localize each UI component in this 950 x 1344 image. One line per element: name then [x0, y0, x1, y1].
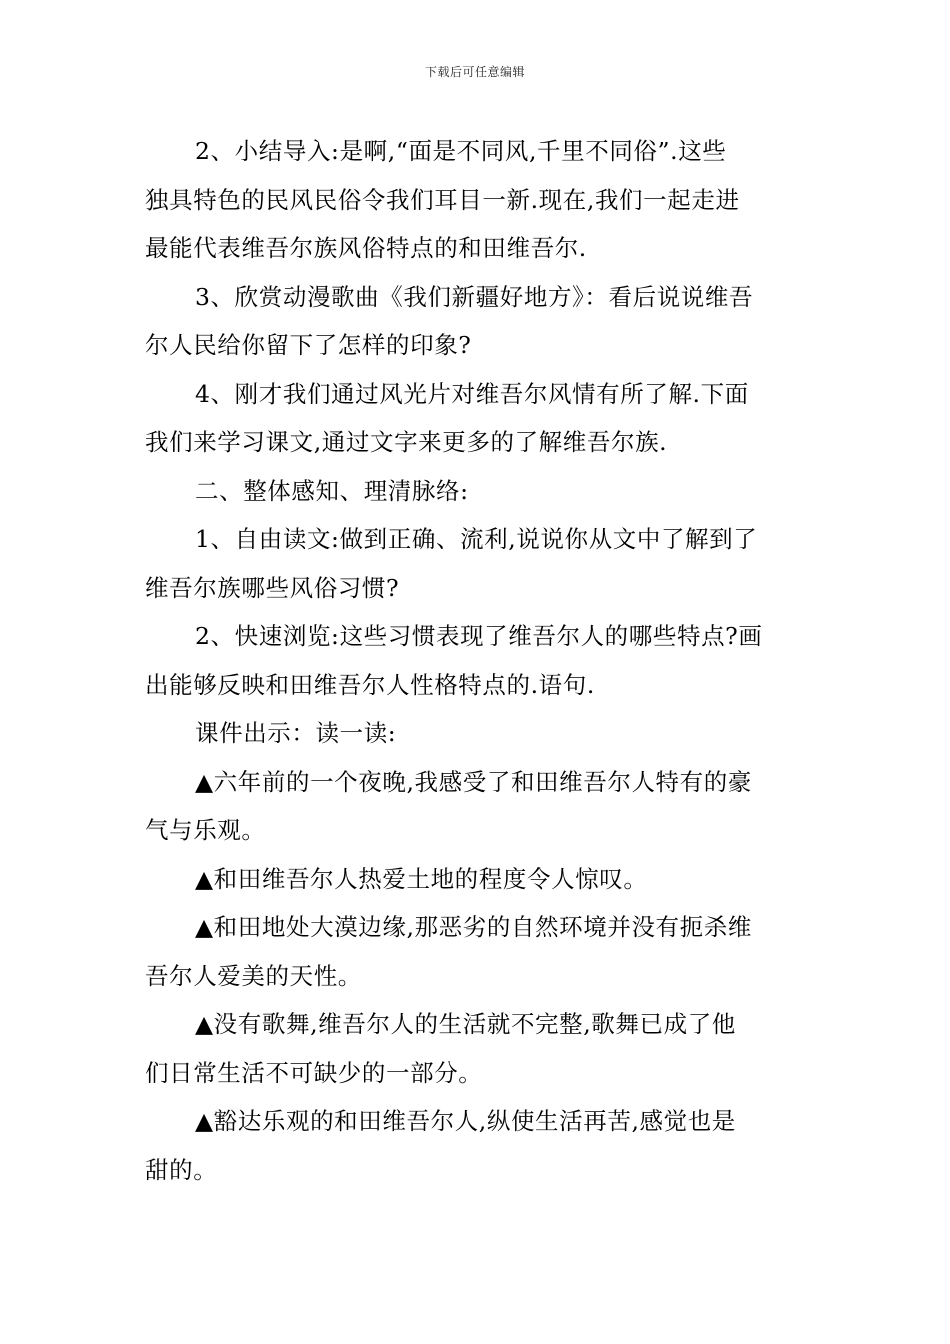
- text-line: 二、整体感知、理清脉络:: [195, 476, 469, 505]
- text-line: 气与乐观。: [145, 816, 266, 844]
- text-line: 维吾尔族哪些风俗习惯?: [145, 573, 400, 602]
- paragraph: [145, 709, 810, 758]
- text-line: 独具特色的民风民俗令我们耳目一新.现在,我们一起走进: [145, 185, 740, 214]
- text-line: 3、欣赏动漫歌曲《我们新疆好地方》：看后说说维吾: [195, 282, 754, 311]
- text-line: 1、自由读文:做到正确、流利,说说你从文中了解到了: [195, 525, 758, 553]
- text-line: 甜的。: [145, 1155, 218, 1184]
- text-line: 2、快速浏览:这些习惯表现了维吾尔人的哪些特点?画: [195, 622, 763, 650]
- bullet-item: [145, 855, 810, 904]
- text-line: 尔人民给你留下了怎样的印象?: [145, 331, 472, 359]
- paragraph: [145, 370, 810, 467]
- text-line: ▲没有歌舞,维吾尔人的生活就不完整,歌舞已成了他: [195, 1010, 736, 1038]
- bullet-item: [145, 903, 810, 1000]
- paragraph: [145, 273, 810, 370]
- text-line: 吾尔人爱美的天性。: [145, 961, 362, 990]
- text-line: ▲和田维吾尔人热爱土地的程度令人惊叹。: [195, 864, 648, 893]
- text-line: 我们来学习课文,通过文字来更多的了解维吾尔族.: [145, 428, 668, 456]
- text-line: ▲豁达乐观的和田维吾尔人,纵使生活再苦,感觉也是: [195, 1107, 736, 1135]
- text-line: ▲和田地处大漠边缘,那恶劣的自然环境并没有扼杀维: [195, 913, 752, 941]
- text-line: ▲六年前的一个夜晚,我感受了和田维吾尔人特有的豪: [195, 767, 752, 796]
- paragraph: [145, 127, 810, 273]
- text-line: 最能代表维吾尔族风俗特点的和田维吾尔.: [145, 234, 587, 262]
- text-line: 课件出示：读一读:: [195, 719, 397, 747]
- text-line: 们日常生活不可缺少的一部分。: [145, 1058, 483, 1087]
- paragraph: [145, 612, 810, 709]
- text-line: 4、刚才我们通过风光片对维吾尔风情有所了解.下面: [195, 379, 749, 408]
- page-header: 下载后可任意编辑: [424, 65, 525, 79]
- section-heading: [145, 467, 810, 516]
- text-line: 2、小结导入:是啊,“面是不同风,千里不同俗”.这些: [195, 137, 727, 165]
- bullet-item: [145, 1000, 810, 1097]
- document-body: [145, 127, 810, 1194]
- bullet-item: [145, 1097, 810, 1194]
- paragraph: [145, 515, 810, 612]
- text-line: 出能够反映和田维吾尔人性格特点的.语句.: [145, 670, 595, 699]
- bullet-item: [145, 758, 810, 855]
